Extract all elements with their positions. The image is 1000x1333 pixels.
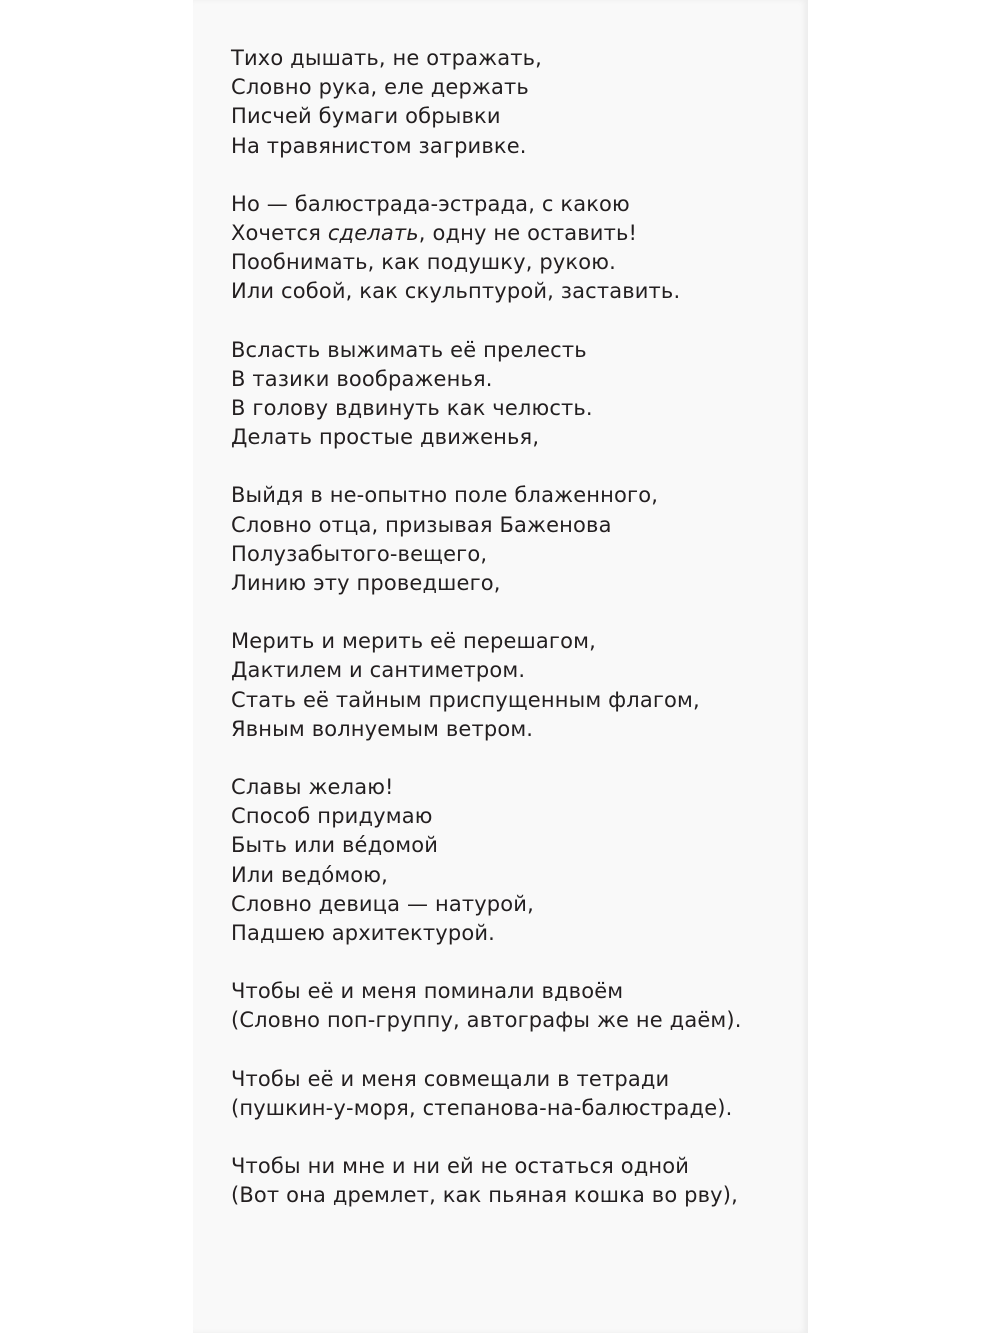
- poem-line: Или собой, как скульптурой, заставить.: [231, 279, 681, 304]
- poem-line: Падшею архитектурой.: [231, 921, 495, 946]
- poem-line: В тазики воображенья.: [231, 366, 493, 391]
- poem-line: Стать её тайным приспущенным флагом,: [231, 687, 700, 712]
- poem-line: Пообнимать, как подушку, рукою.: [231, 250, 616, 275]
- stanza: [231, 773, 791, 948]
- poem-line: Словно отца, призывая Баженова: [231, 512, 612, 537]
- poem-line: Чтобы её и меня совмещали в тетради: [231, 1066, 670, 1091]
- poem-line: Всласть выжимать её прелесть: [231, 337, 587, 362]
- poem-line: Явным волнуемым ветром.: [231, 716, 534, 741]
- stanza: [231, 44, 791, 161]
- italic-emphasis: сделать: [327, 221, 419, 246]
- poem-line: Дактилем и сантиметром.: [231, 658, 526, 683]
- poem-line: Выйдя в не-опытно поле блаженного,: [231, 483, 659, 508]
- stanza: [231, 627, 791, 744]
- poem-line: (Вот она дремлет, как пьяная кошка во рву),: [231, 1183, 738, 1208]
- poem-line: Мерить и мерить её перешагом,: [231, 629, 596, 654]
- stanza: [231, 977, 791, 1035]
- poem-line: Делать простые движенья,: [231, 425, 540, 450]
- poem-line: Быть или ве́домой: [231, 833, 439, 858]
- poem-line: Способ придумаю: [231, 804, 433, 829]
- stanza: [231, 481, 791, 598]
- stanza: [231, 1065, 791, 1123]
- poem-line: (пушкин-у-моря, степанова-на-балюстраде).: [231, 1095, 733, 1120]
- poem-line: Словно девица — натурой,: [231, 891, 534, 916]
- poem-line: (Словно поп-группу, автографы же не даём).: [231, 1008, 742, 1033]
- stanza: [231, 190, 791, 307]
- poem-line: Линию эту проведшего,: [231, 571, 501, 596]
- poem-line: Но — балюстрада-эстрада, с какою: [231, 191, 630, 216]
- poem-line: Полузабытого-вещего,: [231, 541, 488, 566]
- poem-line: Тихо дышать, не отражать,: [231, 46, 542, 70]
- poem-line: На травянистом загривке.: [231, 133, 527, 158]
- stanza: [231, 336, 791, 453]
- poem-line: Писчей бумаги обрывки: [231, 104, 501, 129]
- poem-line: Словно рука, еле держать: [231, 75, 529, 100]
- stanza: [231, 1152, 791, 1210]
- poem-line: [231, 219, 791, 248]
- line-text: Хочется: [231, 221, 328, 246]
- poem-line: Славы желаю!: [231, 775, 394, 800]
- poem-text: [231, 44, 791, 1240]
- poem-line: В голову вдвинуть как челюсть.: [231, 396, 593, 421]
- poem-line: Чтобы ни мне и ни ей не остаться одной: [231, 1154, 690, 1179]
- poem-line: Или ведо́мою,: [231, 862, 388, 887]
- poem-line: Чтобы её и меня поминали вдвоём: [231, 979, 624, 1004]
- line-text: , одну не оставить!: [418, 221, 638, 246]
